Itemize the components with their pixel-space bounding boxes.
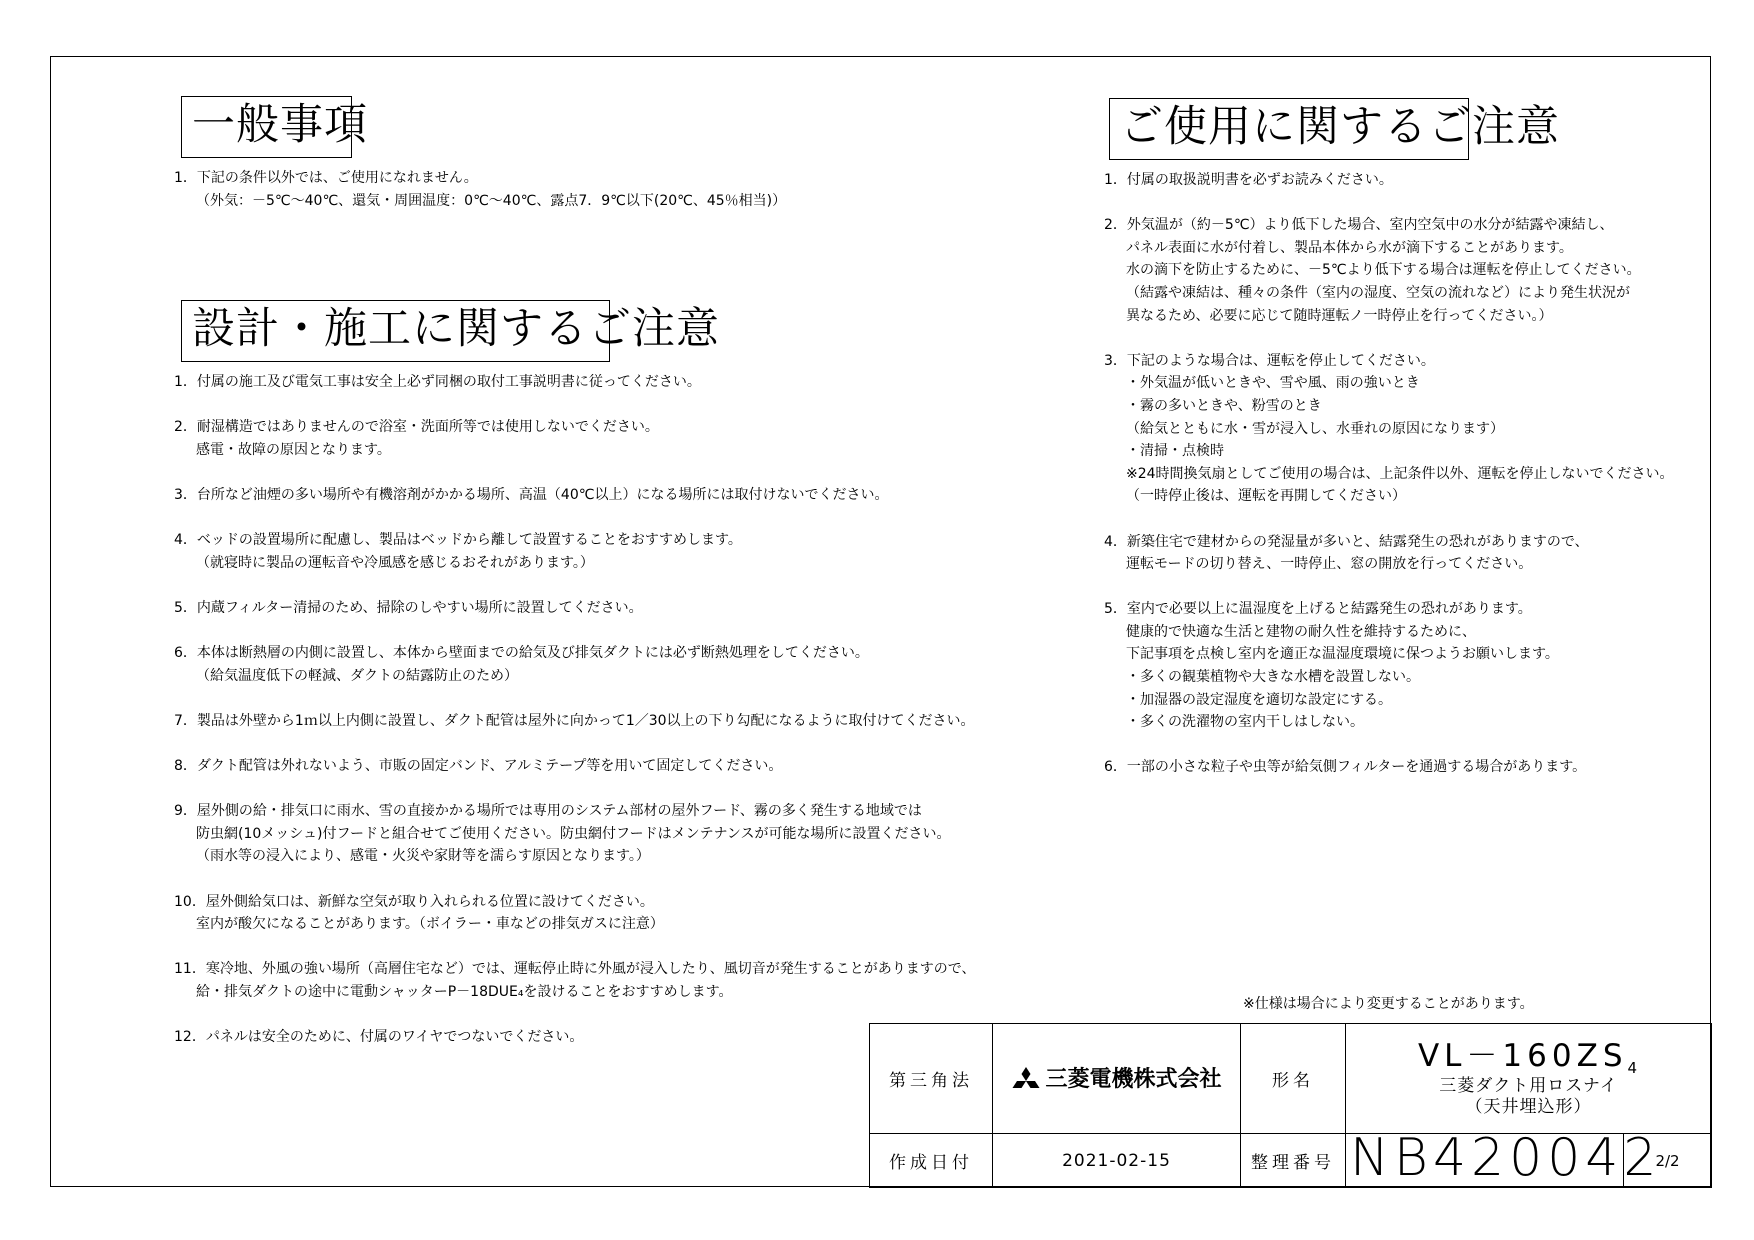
note-item: 12．パネルは安全のために、付属のワイヤでつないでください。	[174, 1029, 584, 1046]
note-continuation: （給気温度低下の軽減、ダクトの結露防止のため）	[196, 667, 518, 684]
note-item: 1．付属の取扱説明書を必ずお読みください。	[1104, 172, 1393, 188]
title-block	[869, 1023, 1712, 1188]
note-gap	[1104, 734, 1674, 757]
note-continuation: ・多くの洗濯物の室内干しはしない。	[1126, 714, 1364, 731]
note-item: 6．一部の小さな粒子や虫等が給気側フィルターを通過する場合があります。	[1104, 759, 1587, 776]
note-continuation: 異なるため、必要に応じて随時運転ノ一時停止を行ってください。）	[1126, 307, 1553, 324]
note-gap	[174, 733, 976, 756]
note-item: 3．台所など油煙の多い場所や有機溶剤がかかる場所、高温（40℃以上）になる場所には取付けないでください。	[174, 486, 889, 503]
note-item: 5．内蔵フィルター清掃のため、掃除のしやすい場所に設置してください。	[174, 599, 643, 616]
note-item: 7．製品は外壁から1ｍ以上内側に設置し、ダクト配管は屋外に向かって1／30以上の下り勾配になるように取付けてください。	[174, 712, 975, 729]
note-item: 5．室内で必要以上に温湿度を上げると結露発生の恐れがあります。	[1104, 601, 1532, 618]
note-gap	[174, 461, 976, 484]
note-continuation: （一時停止後は、運転を再開してください）	[1126, 488, 1406, 505]
note-item: 4．新築住宅で建材からの発湿量が多いと、結露発生の恐れがありますので、	[1104, 533, 1589, 550]
note-gap	[174, 574, 976, 597]
note-item: 11．寒冷地、外風の強い場所（高層住宅など）では、運転停止時に外風が浸入したり、風切音が発生することがありますので、	[174, 961, 976, 978]
note-continuation: 健康的で快適な生活と建物の耐久性を維持するために、	[1126, 623, 1476, 640]
note-gap	[174, 778, 976, 801]
model-label: 形名	[1241, 1024, 1346, 1134]
note-gap	[174, 394, 976, 417]
note-continuation: 感電・故障の原因となります。	[196, 441, 391, 458]
model-description: 三菱ダクト用ロスナイ	[1439, 1076, 1618, 1097]
note-continuation: 運転モードの切り替え、一時停止、窓の開放を行ってください。	[1126, 556, 1533, 573]
note-gap	[174, 868, 976, 891]
note-gap	[174, 1004, 976, 1027]
note-continuation: ・多くの観葉植物や大きな水槽を設置しない。	[1126, 669, 1420, 686]
note-item: 4．ベッドの設置場所に配慮し、製品はベッドから離して設置することをおすすめします。	[174, 532, 742, 549]
note-item: 2．外気温が（約－5℃）より低下した場合、室内空気中の水分が結露や凍結し、	[1104, 217, 1614, 234]
note-gap	[1104, 576, 1674, 599]
note-item: 2．耐湿構造ではありませんので浴室・洗面所等では使用しないでください。	[174, 419, 659, 436]
note-item: 1．付属の施工及び電気工事は安全上必ず同梱の取付工事説明書に従ってください。	[174, 374, 701, 390]
note-item: 1．下記の条件以外では、ご使用になれません。	[174, 170, 478, 186]
general-notes	[174, 167, 786, 212]
model-suffix: 4	[1627, 1058, 1640, 1077]
projection-label: 第三角法	[870, 1024, 993, 1134]
note-continuation: （就寝時に製品の運転音や冷風感を感じるおそれがあります。）	[196, 554, 594, 571]
usage-heading: ご使用に関するご注意	[1109, 98, 1469, 160]
note-continuation: 給・排気ダクトの途中に電動シャッターP－18DUE₄を設けることをおすすめします。	[196, 984, 733, 1001]
usage-notes	[1104, 169, 1674, 779]
note-item: 10．屋外側給気口は、新鮮な空気が取り入れられる位置に設けてください。	[174, 893, 654, 910]
note-continuation: 水の滴下を防止するために、－5℃より低下する場合は運転を停止してください。	[1126, 262, 1641, 279]
model-number: $VL-160ZS_4$	[1417, 1037, 1640, 1077]
note-gap	[174, 620, 976, 643]
note-continuation: 下記事項を点検し室内を適正な温湿度環境に保つようお願いします。	[1126, 646, 1559, 663]
company-name: 三菱電機株式会社	[1045, 1066, 1222, 1092]
note-item: 9．屋外側の給・排気口に雨水、雪の直接かかる場所では専用のシステム部材の屋外フード、霧の多く発生する地域では	[174, 803, 922, 820]
note-continuation: ※24時間換気扇としてご使用の場合は、上記条件以外、運転を停止しないでください。	[1126, 465, 1674, 482]
note-continuation: ・霧の多いときや、粉雪のとき	[1126, 397, 1322, 414]
note-gap	[174, 936, 976, 959]
date-label: 作成日付	[870, 1134, 993, 1188]
note-continuation: ・加湿器の設定湿度を適切な設定にする。	[1126, 691, 1392, 708]
doc-number-cell	[1346, 1128, 1662, 1188]
note-item: 6．本体は断熱層の内側に設置し、本体から壁面までの給気及び排気ダクトには必ず断熱処理をしてください。	[174, 645, 869, 662]
note-continuation: （結露や凍結は、種々の条件（室内の湿度、空気の流れなど）により発生状況が	[1126, 284, 1630, 301]
note-gap	[1104, 327, 1674, 350]
note-item: 3．下記のような場合は、運転を停止してください。	[1104, 352, 1435, 369]
page-number: 2/2	[1624, 1134, 1712, 1188]
note-continuation: ・清掃・点検時	[1126, 443, 1224, 460]
note-gap	[1104, 192, 1674, 215]
design-heading: 設計・施工に関するご注意	[181, 300, 610, 362]
note-item: 8．ダクト配管は外れないよう、市販の固定バンド、アルミテープ等を用いて固定してください。	[174, 758, 783, 775]
note-continuation: パネル表面に水が付着し、製品本体から水が滴下することがあります。	[1126, 239, 1573, 256]
model-cell	[1346, 1024, 1712, 1134]
note-gap	[1104, 508, 1674, 531]
model-type: （天井埋込形）	[1465, 1097, 1592, 1118]
note-continuation: （給気とともに水・雪が浸入し、水垂れの原因になります）	[1126, 420, 1504, 437]
spec-change-note: ※仕様は場合により変更することがあります。	[1243, 996, 1534, 1012]
note-continuation: （雨水等の浸入により、感電・火災や家財等を濡らす原因となります。）	[196, 848, 650, 865]
creation-date: 2021-02-15	[993, 1134, 1241, 1188]
note-continuation: （外気：－5℃～40℃、還気・周囲温度：0℃～40℃、露点7．9℃以下(20℃、45％相当)）	[196, 192, 787, 209]
general-heading: 一般事項	[181, 96, 352, 158]
note-gap	[174, 507, 976, 530]
doc-number: NB420042	[1350, 1128, 1662, 1188]
note-continuation: 防虫網(10メッシュ)付フードと組合せてご使用ください。防虫網付フードはメンテナンスが可能な場所に設置ください。	[196, 825, 951, 842]
note-continuation: ・外気温が低いときや、雪や風、雨の強いとき	[1126, 375, 1420, 392]
note-continuation: 室内が酸欠になることがあります。（ボイラー・車などの排気ガスに注意）	[196, 916, 664, 933]
note-gap	[174, 687, 976, 710]
company-cell	[993, 1024, 1241, 1134]
mitsubishi-logo-icon	[1011, 1067, 1041, 1095]
design-notes	[174, 371, 976, 1049]
doc-number-label: 整理番号	[1241, 1134, 1346, 1188]
